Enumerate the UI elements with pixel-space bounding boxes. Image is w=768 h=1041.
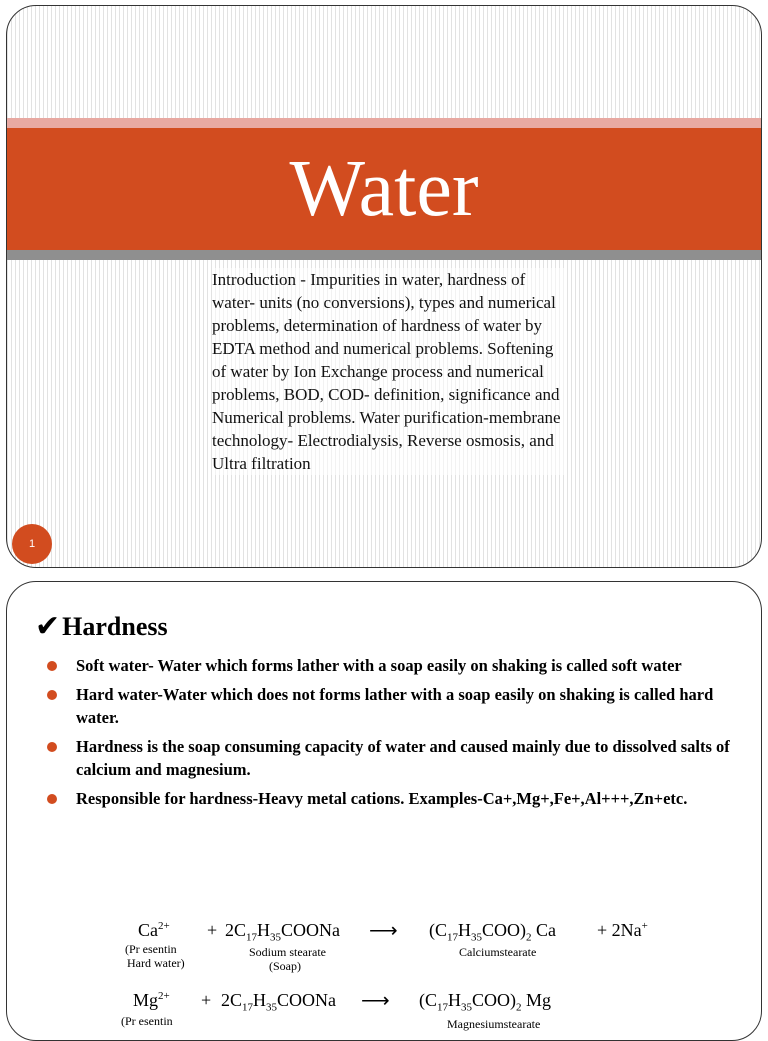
section-heading (35, 612, 168, 642)
reactant-ion: $Ca^{2+}$ (138, 920, 170, 940)
reactant-note: Hard water) (127, 956, 185, 970)
title-band-bottom-stripe (7, 250, 761, 260)
intro-paragraph: Introduction - Impurities in water, hardness of water- units (no conversions), types and numerical problems, determination of hardness of water by EDTA method and numerical problems. Softening of water by Ion Exchange process and numerical problems, BOD, COD- definition, significance and Numerical problems. Water purification-membrane technology- Electrodialysis, Reverse osmosis, and Ultra filtration (212, 268, 567, 475)
page-number-badge: 1 (12, 524, 52, 564)
title-band-top-stripe (7, 118, 761, 128)
bullet-text: Soft water- Water which forms lather with a soap easily on shaking is called soft water (76, 656, 682, 675)
slide-1 (6, 5, 762, 568)
plus-sign: + (207, 920, 218, 940)
plus-sign: + (201, 990, 212, 1010)
bullet-dot-icon (47, 794, 57, 804)
heading-text: Hardness (62, 612, 168, 641)
list-item (45, 654, 735, 677)
list-item (45, 735, 735, 781)
product-formula: $(C_{17}H_{35}COO)_2$ Mg (419, 990, 552, 1014)
bullet-text: Hard water-Water which does not forms lather with a soap easily on shaking is called hard water. (76, 685, 714, 727)
soap-formula: $2C_{17}H_{35}COONa$ (225, 920, 341, 944)
byproduct: + 2Na+ (597, 920, 648, 940)
bullet-text: Hardness is the soap consuming capacity of water and caused mainly due to dissolved salts of calcium and magnesium. (76, 737, 730, 779)
bullet-dot-icon (47, 742, 57, 752)
product-formula: $(C_{17}H_{35}COO)_2$ Ca (429, 920, 556, 944)
product-note: Magnesiumstearate (447, 1017, 541, 1031)
reactant-note: (Pr esentin (125, 942, 177, 956)
bullet-dot-icon (47, 661, 57, 671)
soap-note: Sodium stearate (249, 945, 326, 959)
bullet-text: Responsible for hardness-Heavy metal cations. Examples-Ca+,Mg+,Fe+,Al+++,Zn+etc. (76, 789, 688, 808)
list-item (45, 787, 735, 810)
bullet-list (45, 654, 735, 816)
bullet-dot-icon (47, 690, 57, 700)
reaction-arrow-icon: ⟶ (361, 990, 390, 1012)
checkmark-icon: ✔ (35, 610, 61, 643)
list-item (45, 683, 735, 729)
product-note: Calciumstearate (459, 945, 537, 959)
title-band (7, 128, 761, 250)
reaction-arrow-icon: ⟶ (369, 920, 398, 942)
reactant-note: (Pr esentin (121, 1014, 173, 1028)
slide-2 (6, 581, 762, 1041)
soap-formula: $2C_{17}H_{35}COONa$ (221, 990, 337, 1014)
slide-title: Water (289, 145, 479, 233)
soap-note: (Soap) (269, 959, 301, 973)
reactant-ion: $Mg^{2+}$ (133, 990, 170, 1010)
